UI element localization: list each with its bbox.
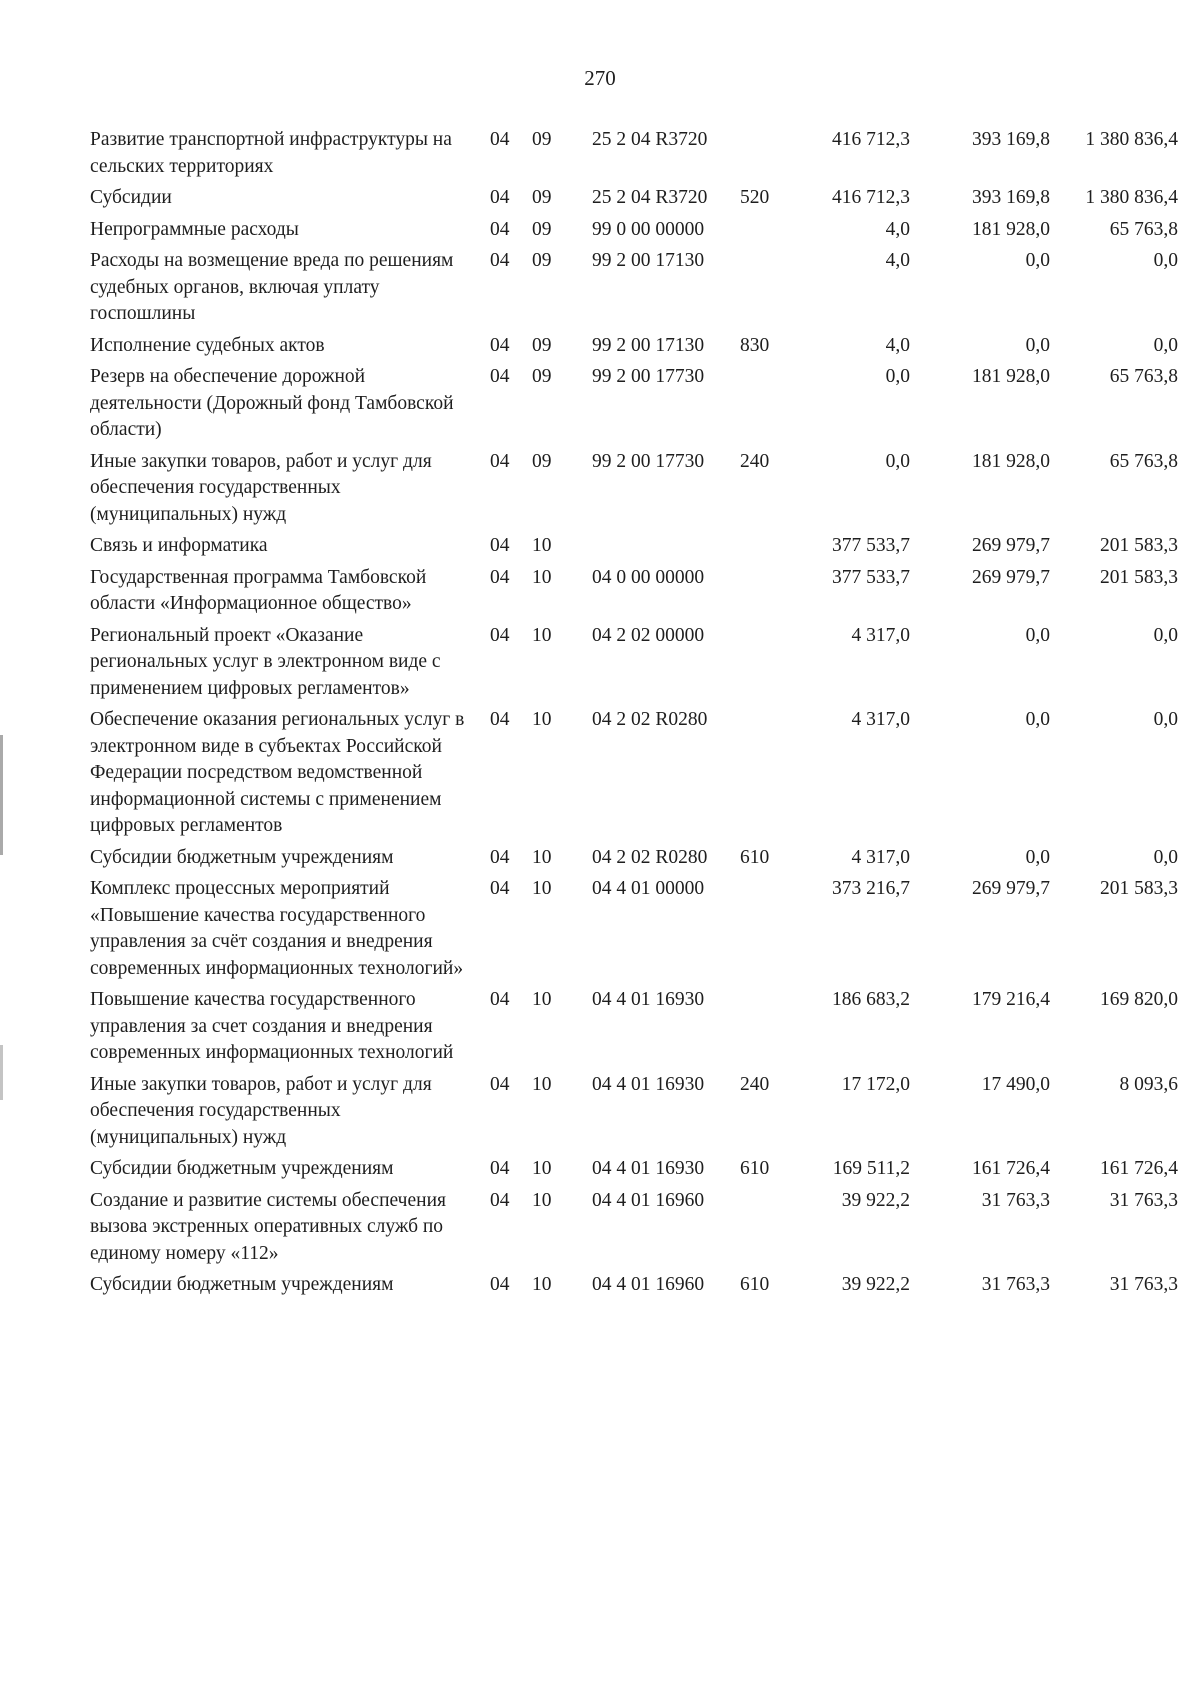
table-row	[90, 623, 1178, 708]
table-row	[90, 565, 1178, 623]
row-expense-type	[730, 565, 790, 623]
row-amount-year-1: 39 922,2	[841, 1189, 910, 1211]
row-section: 04	[490, 1274, 510, 1295]
row-expense-type	[730, 217, 790, 249]
row-amount-year-2: 269 979,7	[972, 535, 1050, 556]
row-subsection: 09	[532, 450, 552, 472]
row-section: 04	[490, 1158, 510, 1179]
row-expense-type	[730, 533, 790, 565]
row-subsection: 10	[532, 1274, 552, 1295]
row-amount-year-2: 181 928,0	[972, 450, 1050, 472]
row-section: 04	[490, 535, 510, 556]
table-body	[90, 127, 1178, 1304]
row-subsection: 10	[532, 709, 552, 730]
row-target-item: 04 0 00 00000	[592, 566, 705, 588]
row-amount-year-3: 161 726,4	[1100, 1158, 1178, 1179]
row-subsection: 10	[532, 1158, 552, 1179]
row-expense-type	[730, 987, 790, 1072]
table-row	[90, 333, 1178, 365]
row-amount-year-1: 373 216,7	[832, 878, 910, 899]
table-row	[90, 1156, 1178, 1188]
row-expense-type: 520	[740, 187, 770, 208]
table-row	[90, 987, 1178, 1072]
row-expense-type	[730, 1188, 790, 1273]
row-target-item: 04 2 02 R0280	[592, 846, 708, 868]
row-section: 04	[490, 250, 510, 271]
row-amount-year-3: 65 763,8	[1109, 450, 1178, 472]
row-name: Иные закупки товаров, работ и услуг для обеспечения государственных (муниципальных) нужд	[90, 450, 432, 525]
row-amount-year-2: 269 979,7	[972, 566, 1050, 588]
row-section: 04	[490, 334, 510, 356]
row-amount-year-1: 4 317,0	[851, 624, 910, 646]
row-amount-year-2: 269 979,7	[972, 878, 1050, 899]
row-amount-year-1: 4 317,0	[851, 846, 910, 868]
row-target-item: 99 2 00 17130	[592, 334, 705, 356]
row-expense-type	[730, 364, 790, 449]
row-amount-year-3: 0,0	[1153, 709, 1178, 730]
table-row	[90, 845, 1178, 877]
table-row	[90, 533, 1178, 565]
row-section: 04	[490, 218, 510, 240]
row-name: Резерв на обеспечение дорожной деятельности (Дорожный фонд Тамбовской области)	[90, 366, 454, 440]
row-amount-year-1: 416 712,3	[832, 187, 910, 208]
row-target-item: 04 4 01 16930	[592, 989, 705, 1010]
row-section: 04	[490, 129, 510, 150]
table-row	[90, 248, 1178, 333]
row-expense-type: 240	[740, 450, 770, 472]
row-amount-year-1: 4 317,0	[851, 709, 910, 730]
row-target-item: 99 2 00 17130	[592, 250, 705, 271]
row-name: Связь и информатика	[90, 535, 268, 556]
row-subsection: 10	[532, 1189, 552, 1211]
row-subsection: 09	[532, 187, 552, 208]
table-row	[90, 185, 1178, 217]
row-target-item: 99 2 00 17730	[592, 366, 705, 387]
row-amount-year-2: 31 763,3	[981, 1189, 1050, 1211]
row-name: Иные закупки товаров, работ и услуг для обеспечения государственных (муниципальных) нужд	[90, 1073, 432, 1148]
row-expense-type	[730, 623, 790, 708]
row-section: 04	[490, 366, 510, 387]
row-amount-year-1: 39 922,2	[841, 1274, 910, 1295]
row-amount-year-3: 65 763,8	[1109, 366, 1178, 387]
row-target-item: 25 2 04 R3720	[592, 129, 708, 150]
row-target-item: 99 2 00 17730	[592, 450, 705, 472]
row-section: 04	[490, 1073, 510, 1095]
table-row	[90, 217, 1178, 249]
row-expense-type	[730, 876, 790, 987]
row-amount-year-2: 0,0	[1025, 709, 1050, 730]
table-row	[90, 1272, 1178, 1304]
row-amount-year-2: 0,0	[1025, 846, 1050, 868]
row-name: Субсидии бюджетным учреждениям	[90, 1274, 394, 1295]
row-subsection: 09	[532, 366, 552, 387]
row-subsection: 10	[532, 989, 552, 1010]
row-expense-type	[730, 707, 790, 845]
row-name: Исполнение судебных актов	[90, 334, 325, 356]
row-section: 04	[490, 450, 510, 472]
row-amount-year-1: 377 533,7	[832, 566, 910, 588]
row-amount-year-1: 4,0	[885, 218, 910, 240]
table-row	[90, 449, 1178, 534]
row-name: Региональный проект «Оказание региональных услуг в электронном виде с применением цифровых регламентов»	[90, 624, 441, 699]
row-amount-year-2: 31 763,3	[981, 1274, 1050, 1295]
row-amount-year-2: 393 169,8	[972, 187, 1050, 208]
row-amount-year-3: 201 583,3	[1100, 878, 1178, 899]
row-target-item: 04 4 01 16930	[592, 1158, 705, 1179]
row-amount-year-3: 1 380 836,4	[1085, 129, 1178, 150]
row-amount-year-1: 416 712,3	[832, 129, 910, 150]
row-section: 04	[490, 187, 510, 208]
row-target-item: 04 2 02 00000	[592, 624, 705, 646]
row-target-item: 04 4 01 16960	[592, 1189, 705, 1211]
row-section: 04	[490, 709, 510, 730]
row-subsection: 09	[532, 334, 552, 356]
row-amount-year-3: 201 583,3	[1100, 535, 1178, 556]
row-subsection: 10	[532, 878, 552, 899]
row-section: 04	[490, 624, 510, 646]
row-amount-year-2: 0,0	[1025, 250, 1050, 271]
row-amount-year-2: 161 726,4	[972, 1158, 1050, 1179]
row-subsection: 09	[532, 250, 552, 271]
row-expense-type: 240	[740, 1073, 770, 1095]
row-name: Субсидии бюджетным учреждениям	[90, 1158, 394, 1179]
row-expense-type	[730, 127, 790, 185]
row-target-item: 99 0 00 00000	[592, 218, 705, 240]
row-amount-year-3: 169 820,0	[1100, 989, 1178, 1010]
row-subsection: 10	[532, 624, 552, 646]
row-target-item: 25 2 04 R3720	[592, 187, 708, 208]
row-name: Комплекс процессных мероприятий «Повышение качества государственного управления за счёт создания и внедрения современных информационных технологий»	[90, 878, 464, 979]
row-subsection: 10	[532, 846, 552, 868]
table-row	[90, 876, 1178, 987]
row-section: 04	[490, 846, 510, 868]
row-amount-year-2: 0,0	[1025, 334, 1050, 356]
row-amount-year-2: 181 928,0	[972, 218, 1050, 240]
row-amount-year-2: 17 490,0	[981, 1073, 1050, 1095]
budget-table	[90, 127, 1178, 1304]
scan-edge-mark	[0, 735, 3, 855]
row-amount-year-1: 377 533,7	[832, 535, 910, 556]
row-amount-year-2: 393 169,8	[972, 129, 1050, 150]
row-name: Создание и развитие системы обеспечения вызова экстренных оперативных служб по единому номеру «112»	[90, 1189, 446, 1264]
row-section: 04	[490, 1189, 510, 1211]
row-subsection: 09	[532, 218, 552, 240]
row-section: 04	[490, 566, 510, 588]
row-amount-year-3: 65 763,8	[1109, 218, 1178, 240]
row-name: Субсидии	[90, 187, 172, 208]
table-row	[90, 1072, 1178, 1157]
row-subsection: 10	[532, 1073, 552, 1095]
row-name: Субсидии бюджетным учреждениям	[90, 846, 394, 868]
row-subsection: 09	[532, 129, 552, 150]
row-target-item: 04 4 01 16960	[592, 1274, 705, 1295]
scan-edge-mark	[0, 1045, 3, 1100]
row-amount-year-2: 181 928,0	[972, 366, 1050, 387]
row-amount-year-2: 0,0	[1025, 624, 1050, 646]
row-expense-type	[730, 248, 790, 333]
row-section: 04	[490, 989, 510, 1010]
row-name: Государственная программа Тамбовской области «Информационное общество»	[90, 566, 427, 614]
row-expense-type: 610	[740, 846, 770, 868]
row-amount-year-3: 0,0	[1153, 846, 1178, 868]
row-amount-year-3: 8 093,6	[1119, 1073, 1178, 1095]
table-row	[90, 1188, 1178, 1273]
row-name: Повышение качества государственного управления за счет создания и внедрения современных информационных технологий	[90, 989, 454, 1063]
row-target-item: 04 2 02 R0280	[592, 709, 708, 730]
row-amount-year-1: 4,0	[885, 334, 910, 356]
row-subsection: 10	[532, 535, 552, 556]
row-name: Развитие транспортной инфраструктуры на сельских территориях	[90, 129, 452, 177]
row-amount-year-1: 0,0	[885, 366, 910, 387]
row-name: Расходы на возмещение вреда по решениям судебных органов, включая уплату госпошлины	[90, 250, 454, 324]
row-subsection: 10	[532, 566, 552, 588]
table-row	[90, 127, 1178, 185]
row-amount-year-1: 169 511,2	[832, 1158, 910, 1179]
row-expense-type: 610	[740, 1158, 770, 1179]
row-amount-year-3: 0,0	[1153, 334, 1178, 356]
row-amount-year-3: 31 763,3	[1109, 1189, 1178, 1211]
page-number: 270	[584, 66, 616, 90]
row-amount-year-2: 179 216,4	[972, 989, 1050, 1010]
row-amount-year-3: 0,0	[1153, 250, 1178, 271]
table-row	[90, 364, 1178, 449]
row-amount-year-1: 17 172,0	[841, 1073, 910, 1095]
row-amount-year-3: 31 763,3	[1109, 1274, 1178, 1295]
row-section: 04	[490, 878, 510, 899]
row-amount-year-3: 201 583,3	[1100, 566, 1178, 588]
row-name: Обеспечение оказания региональных услуг в электронном виде в субъектах Российской Федерации посредством ведомственной информационной системы с применением цифровых регламентов	[90, 709, 465, 836]
row-amount-year-1: 186 683,2	[832, 989, 910, 1010]
row-amount-year-1: 4,0	[885, 250, 910, 271]
row-expense-type: 610	[740, 1274, 770, 1295]
row-target-item: 04 4 01 00000	[592, 878, 705, 899]
row-expense-type: 830	[740, 334, 770, 356]
row-target-item	[572, 533, 730, 565]
row-target-item: 04 4 01 16930	[592, 1073, 705, 1095]
table-row	[90, 707, 1178, 845]
row-amount-year-3: 1 380 836,4	[1085, 187, 1178, 208]
row-amount-year-1: 0,0	[885, 450, 910, 472]
row-name: Непрограммные расходы	[90, 218, 299, 240]
row-amount-year-3: 0,0	[1153, 624, 1178, 646]
